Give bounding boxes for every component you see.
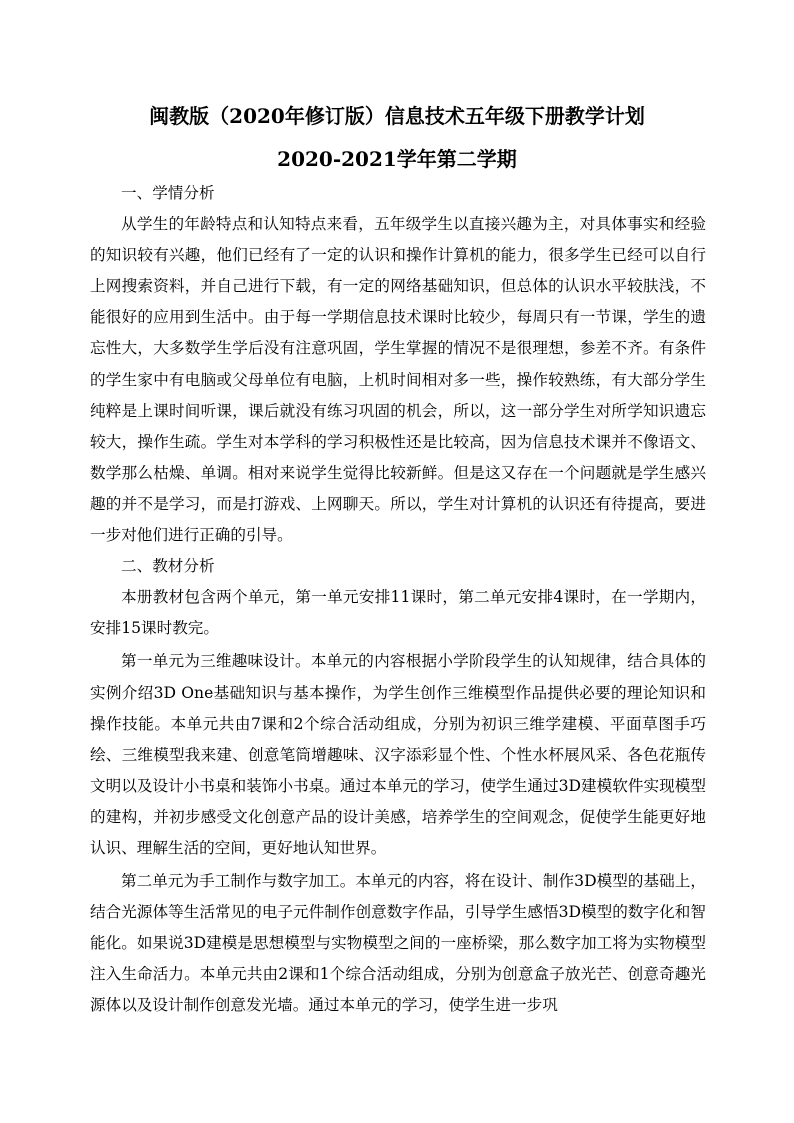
paragraph: 从学生的年龄特点和认知特点来看，五年级学生以直接兴趣为主，对具体事实和经验的知识较有兴趣，他们已经有了一定的认识和操作计算机的能力，很多学生已经可以自行上网搜索资料，并自己进行下载，有一定的网络基础知识，但总体的认识水平较肤浅，不能很好的应用到生活中。由于每一学期信息技术课时比较少，每周只有一节课，学生的遗忘性大，大多数学生学后没有注意巩固，学生掌握的情况不是很理想，参差不齐。有条件的学生家中有电脑或父母单位有电脑，上机时间相对多一些，操作较熟练，有大部分学生纯粹是上课时间听课，课后就没有练习巩固的机会，所以，这一部分学生对所学知识遗忘较大，操作生疏。学生对本学科的学习积极性还是比较高，因为信息技术课并不像语文、数学那么枯燥、单调。相对来说学生觉得比较新鲜。但是这又存在一个问题就是学生感兴趣的并不是学习，而是打游戏、上网聊天。所以，学生对计算机的认识还有待提高，要进一步对他们进行正确的引导。: [90, 215, 706, 545]
document-title: 闽教版（2020年修订版）信息技术五年级下册教学计划: [149, 104, 645, 128]
paragraph: 本册教材包含两个单元，第一单元安排11课时，第二单元安排4课时，在一学期内，安排15课时教完。: [90, 588, 706, 638]
paragraph: 第二单元为手工制作与数字加工。本单元的内容，将在设计、制作3D模型的基础上，结合光源体等生活常见的电子元件制作创意数字作品，引导学生感悟3D模型的数字化和智能化。如果说3D建模是思想模型与实物模型之间的一座桥梁，那么数字加工将为实物模型注入生命活力。本单元共由2课和1个综合活动组成，分别为创意盒子放光芒、创意奇趣光源体以及设计制作创意发光墙。通过本单元的学习，使学生进一步巩: [90, 872, 706, 1015]
paragraph: 第一单元为三维趣味设计。本单元的内容根据小学阶段学生的认知规律，结合具体的实例介绍3D One基础知识与基本操作，为学生创作三维模型作品提供必要的理论知识和操作技能。本单元共由7课和2个综合活动组成，分别为初识三维学建模、平面草图手巧绘、三维模型我来建、创意笔筒增趣味、汉字添彩显个性、个性水杯展风采、各色花瓶传文明以及设计小书桌和装饰小书桌。通过本单元的学习，使学生通过3D建模软件实现模型的建构，并初步感受文化创意产品的设计美感，培养学生的空间观念，促使学生能更好地认识、理解生活的空间，更好地认知世界。: [90, 652, 706, 857]
section-heading: 二、教材分析: [121, 557, 215, 576]
document-subtitle: 2020-2021学年第二学期: [277, 147, 517, 171]
section-heading: 一、学情分析: [121, 184, 215, 202]
document-body: [90, 178, 706, 1022]
